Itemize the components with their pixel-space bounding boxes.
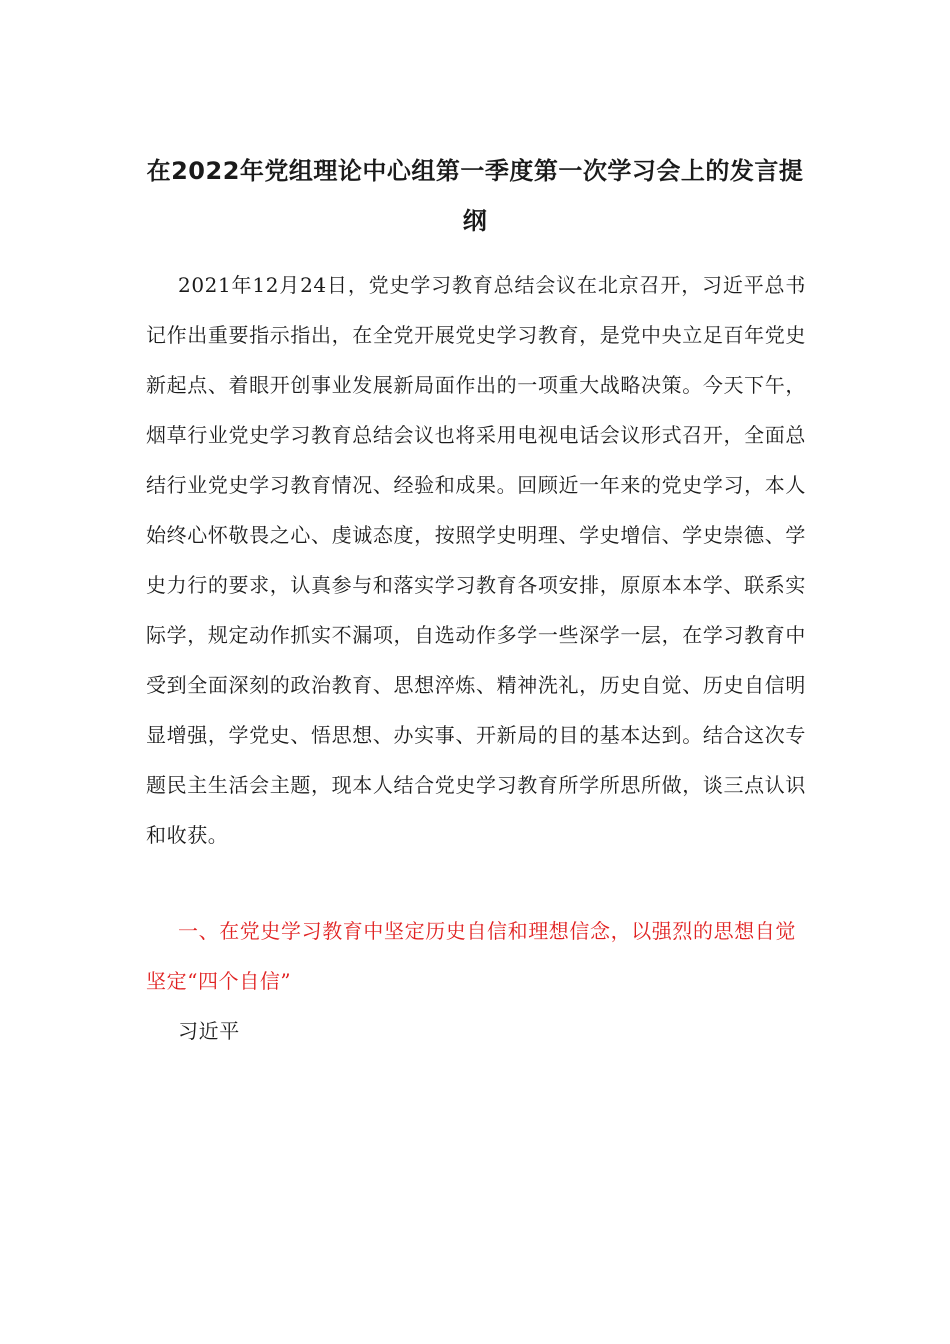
section-heading: 一、在党史学习教育中坚定历史自信和理想信念，以强烈的思想自觉坚定“四个自信” [146,919,796,993]
document-title: 在2022年党组理论中心组第一季度第一次学习会上的发言提纲 [146,157,804,235]
section-author: 习近平 [178,1019,240,1043]
intro-paragraph: 2021年12月24日，党史学习教育总结会议在北京召开，习近平总书记作出重要指示指出，在全党开展党史学习教育，是党中央立足百年党史新起点、着眼开创事业发展新局面作出的一项重大战略决策。今天下午，烟草行业党史学习教育总结会议也将采用电视电话会议形式召开，全面总结行业党史学习教育情况、经验和成果。回顾近一年来的党史学习，本人始终心怀敬畏之心、虔诚态度，按照学史明理、学史增信、学史崇德、学史力行的要求，认真参与和落实学习教育各项安排，原原本本学、联系实际学，规定动作抓实不漏项，自选动作多学一些深学一层，在学习教育中受到全面深刻的政治教育、思想淬炼、精神洗礼，历史自觉、历史自信明显增强，学党史、悟思想、办实事、开新局的目的基本达到。结合这次专题民主生活会主题，现本人结合党史学习教育所学所思所做，谈三点认识和收获。 [146,273,806,847]
